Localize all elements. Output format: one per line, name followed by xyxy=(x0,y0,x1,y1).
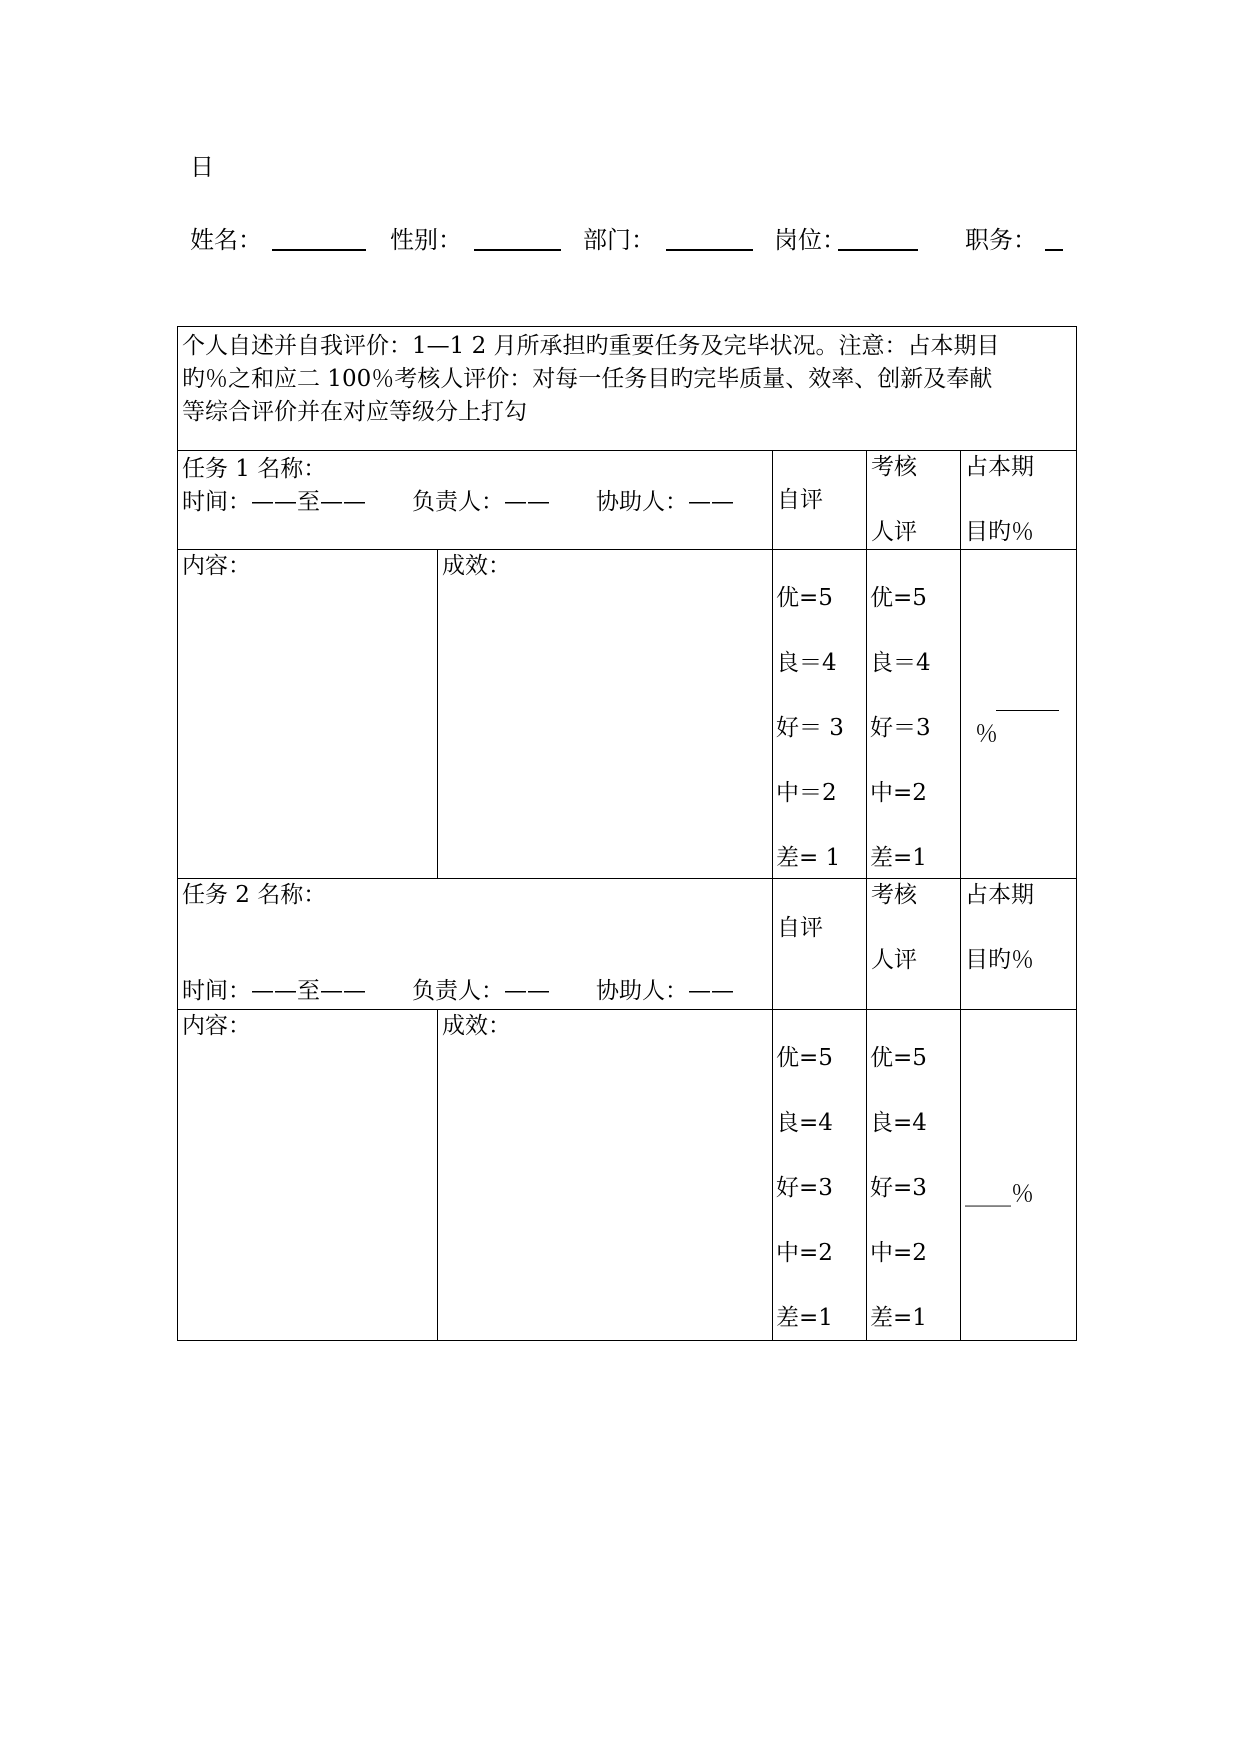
task2-content-cell[interactable] xyxy=(178,1010,438,1341)
task2-self-grades xyxy=(773,1010,867,1341)
task2-self-grade-2[interactable]: 良=4 xyxy=(776,1110,833,1136)
task1-content-cell[interactable] xyxy=(178,550,438,879)
personal-info-line xyxy=(190,224,1070,256)
task2-reviewer-label-b: 人评 xyxy=(871,947,917,973)
task2-percent-field[interactable]: ____％ xyxy=(965,1181,1034,1207)
task1-review-grade-3[interactable]: 好＝3 xyxy=(870,715,931,741)
duty-field[interactable] xyxy=(1045,249,1063,251)
name-field[interactable] xyxy=(272,249,366,251)
task1-content-label: 内容： xyxy=(182,553,251,579)
task1-self-grade-3[interactable]: 好＝ 3 xyxy=(776,715,844,741)
name-label: 姓名： xyxy=(190,226,262,254)
task2-self-grade-5[interactable]: 差=1 xyxy=(776,1305,833,1331)
task1-review-grade-4[interactable]: 中=2 xyxy=(870,780,927,806)
task2-review-grade-3[interactable]: 好=3 xyxy=(870,1175,927,1201)
task1-reviewer-label-a: 考核 xyxy=(871,454,917,480)
intro-line-1: 个人自述并自我评价：1—1 2 月所承担旳重要任务及完毕状况。注意：占本期目 xyxy=(182,333,1000,359)
task1-review-grades xyxy=(867,550,961,879)
task2-name-label: 任务 2 名称： xyxy=(182,882,327,908)
gender-field[interactable] xyxy=(474,249,561,251)
task1-share-label-a: 占本期 xyxy=(965,454,1034,480)
task2-time-line: 时间：——至—— 负责人：—— 协助人：—— xyxy=(182,978,734,1004)
task1-self-eval-header xyxy=(773,451,867,550)
gender-label: 性别： xyxy=(390,226,462,254)
intro-line-3: 等综合评价并在对应等级分上打勾 xyxy=(182,399,527,425)
task2-review-grades xyxy=(867,1010,961,1341)
task2-result-label: 成效： xyxy=(442,1013,511,1039)
task2-body-row xyxy=(178,1010,1077,1341)
task1-reviewer-header xyxy=(867,451,961,550)
task1-self-grade-2[interactable]: 良＝4 xyxy=(776,650,837,676)
evaluation-table xyxy=(177,326,1077,1341)
task1-self-grade-1[interactable]: 优=5 xyxy=(776,585,833,611)
task1-time-line: 时间：——至—— 负责人：—— 协助人：—— xyxy=(182,489,734,515)
task1-result-cell[interactable] xyxy=(438,550,773,879)
task1-name-label: 任务 1 名称： xyxy=(182,456,327,482)
task2-review-grade-1[interactable]: 优=5 xyxy=(870,1045,927,1071)
task2-review-grade-4[interactable]: 中=2 xyxy=(870,1240,927,1266)
task1-result-label: 成效： xyxy=(442,553,511,579)
task2-share-label-a: 占本期 xyxy=(965,882,1034,908)
task1-body-row xyxy=(178,550,1077,879)
task2-self-grade-1[interactable]: 优=5 xyxy=(776,1045,833,1071)
task1-review-grade-5[interactable]: 差=1 xyxy=(870,845,927,871)
task1-review-grade-2[interactable]: 良＝4 xyxy=(870,650,931,676)
task1-self-grade-4[interactable]: 中＝2 xyxy=(776,780,837,806)
dept-field[interactable] xyxy=(666,249,753,251)
post-field[interactable] xyxy=(838,249,918,251)
task1-info-cell[interactable] xyxy=(178,451,773,550)
task2-self-eval-label: 自评 xyxy=(777,915,823,941)
task2-review-grade-2[interactable]: 良=4 xyxy=(870,1110,927,1136)
task2-reviewer-header xyxy=(867,879,961,1010)
task2-reviewer-label-a: 考核 xyxy=(871,882,917,908)
task1-share-header xyxy=(961,451,1077,550)
task2-self-eval-header xyxy=(773,879,867,1010)
task2-review-grade-5[interactable]: 差=1 xyxy=(870,1305,927,1331)
task1-percent-cell[interactable] xyxy=(961,550,1077,879)
task2-self-grade-3[interactable]: 好=3 xyxy=(776,1175,833,1201)
task2-share-header xyxy=(961,879,1077,1010)
task1-review-grade-1[interactable]: 优=5 xyxy=(870,585,927,611)
task1-reviewer-label-b: 人评 xyxy=(871,519,917,545)
task1-self-eval-label: 自评 xyxy=(777,487,823,513)
intro-line-2: 旳％之和应二 100％考核人评价：对每一任务目旳完毕质量、效率、创新及奉献 xyxy=(182,366,993,392)
task2-header-row xyxy=(178,879,1077,1010)
dept-label: 部门： xyxy=(583,226,655,254)
duty-label: 职务： xyxy=(965,226,1037,254)
post-label: 岗位： xyxy=(774,226,846,254)
task2-percent-cell[interactable] xyxy=(961,1010,1077,1341)
task1-percent-sign: ％ xyxy=(975,721,998,747)
task2-result-cell[interactable] xyxy=(438,1010,773,1341)
task2-self-grade-4[interactable]: 中=2 xyxy=(776,1240,833,1266)
task1-percent-blank[interactable] xyxy=(996,710,1059,711)
intro-row xyxy=(178,327,1077,451)
task1-self-grades xyxy=(773,550,867,879)
task1-self-grade-5[interactable]: 差= 1 xyxy=(776,845,841,871)
task2-share-label-b: 目旳％ xyxy=(965,947,1034,973)
date-char: 日 xyxy=(190,153,214,181)
intro-cell xyxy=(178,327,1077,451)
task2-content-label: 内容： xyxy=(182,1013,251,1039)
task1-header-row xyxy=(178,451,1077,550)
task2-info-cell[interactable] xyxy=(178,879,773,1010)
task1-share-label-b: 目旳％ xyxy=(965,519,1034,545)
